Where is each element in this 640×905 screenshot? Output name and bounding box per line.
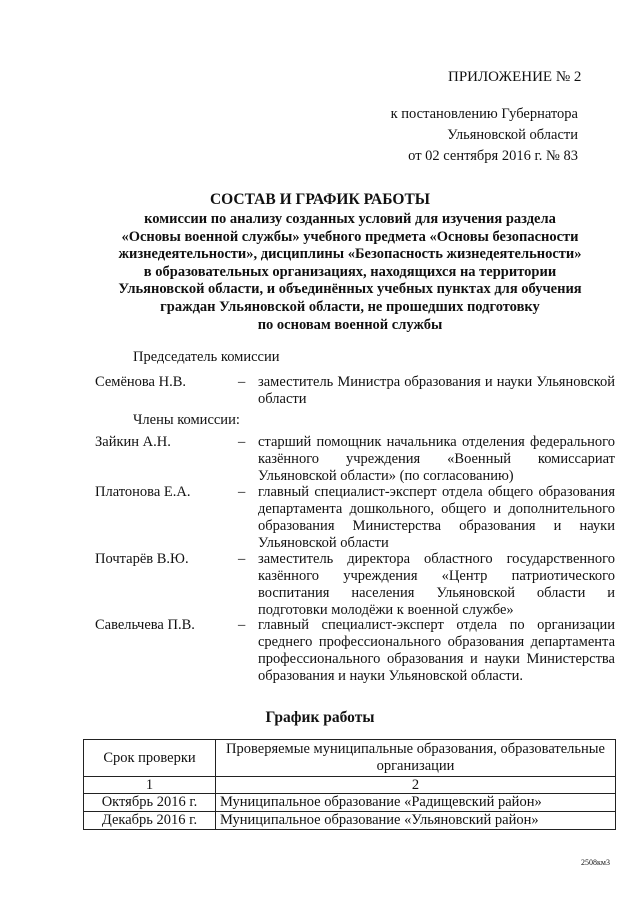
table-header-row [84, 740, 616, 777]
column-number: 2 [216, 777, 616, 794]
resolution-line: Ульяновской области [447, 127, 578, 143]
resolution-reference [391, 104, 578, 167]
column-header: Проверяемые муниципальные образования, образовательные организации [216, 740, 616, 777]
dash-separator: – [238, 434, 246, 450]
subtitle-line: в образовательных организациях, находящихся на территории [143, 263, 557, 280]
chair-name: Семёнова Н.В. [95, 374, 187, 390]
member-name: Почтарёв В.Ю. [95, 551, 189, 567]
resolution-line: к постановлению Губернатора [390, 106, 578, 122]
chair-role: заместитель Министра образования и науки Ульяновской области [258, 374, 615, 407]
subtitle-line: по основам военной службы [257, 316, 443, 333]
subtitle-line: «Основы военной службы» учебного предмета «Основы безопасности [121, 228, 579, 245]
column-number: 1 [84, 777, 216, 794]
dash-separator: – [238, 551, 246, 567]
chair-label: Председатель комиссии [133, 349, 280, 365]
dash-separator: – [238, 617, 246, 633]
table-row [84, 812, 616, 830]
subtitle-line: комиссии по анализу созданных условий для изучения раздела [144, 211, 556, 227]
schedule-table [83, 739, 616, 830]
table-row [84, 794, 616, 812]
member-name: Савельчева П.В. [95, 617, 195, 633]
subtitle-line: Ульяновской области, и объединённых учебных пунктах для обучения [118, 281, 582, 298]
member-name: Зайкин А.Н. [95, 434, 171, 450]
member-role: главный специалист-эксперт отдела общего образования департамента дошкольного, общего и дополнительного образования Министерства образования и науки Ульяновской области [258, 484, 615, 551]
member-role: главный специалист-эксперт отдела по организации среднего профессионального образования департамента профессионального образования и науки Министерства образования и науки Ульяновской области. [258, 617, 615, 684]
subtitle-line: жизнедеятельности», дисциплины «Безопасность жизнедеятельности» [118, 246, 582, 263]
table-cell-period: Октябрь 2016 г. [84, 794, 216, 812]
schedule-title: График работы [265, 709, 375, 726]
column-number-row [84, 777, 616, 794]
footer-code: 2508км3 [581, 858, 610, 867]
dash-separator: – [238, 484, 246, 500]
resolution-line: от 02 сентября 2016 г. № 83 [408, 148, 578, 164]
member-name: Платонова Е.А. [95, 484, 191, 500]
member-role: заместитель директора областного государственного казённого учреждения «Центр патриотического воспитания населения Ульяновской области и подготовки молодёжи к военной службе» [258, 551, 615, 618]
document-subtitle [90, 211, 610, 334]
table-cell-period: Декабрь 2016 г. [84, 812, 216, 830]
appendix-number: ПРИЛОЖЕНИЕ № 2 [448, 69, 582, 85]
table-cell-municipality: Муниципальное образование «Ульяновский район» [216, 812, 616, 830]
dash-separator: – [238, 374, 246, 390]
table-cell-municipality: Муниципальное образование «Радищевский район» [216, 794, 616, 812]
member-role: старший помощник начальника отделения федерального казённого учреждения «Военный комиссариат Ульяновской области» (по согласованию) [258, 434, 615, 484]
members-label: Члены комиссии: [133, 412, 240, 428]
document-title: СОСТАВ И ГРАФИК РАБОТЫ [209, 191, 431, 208]
subtitle-line: граждан Ульяновской области, не прошедших подготовку [160, 298, 540, 315]
column-header: Срок проверки [84, 740, 216, 777]
